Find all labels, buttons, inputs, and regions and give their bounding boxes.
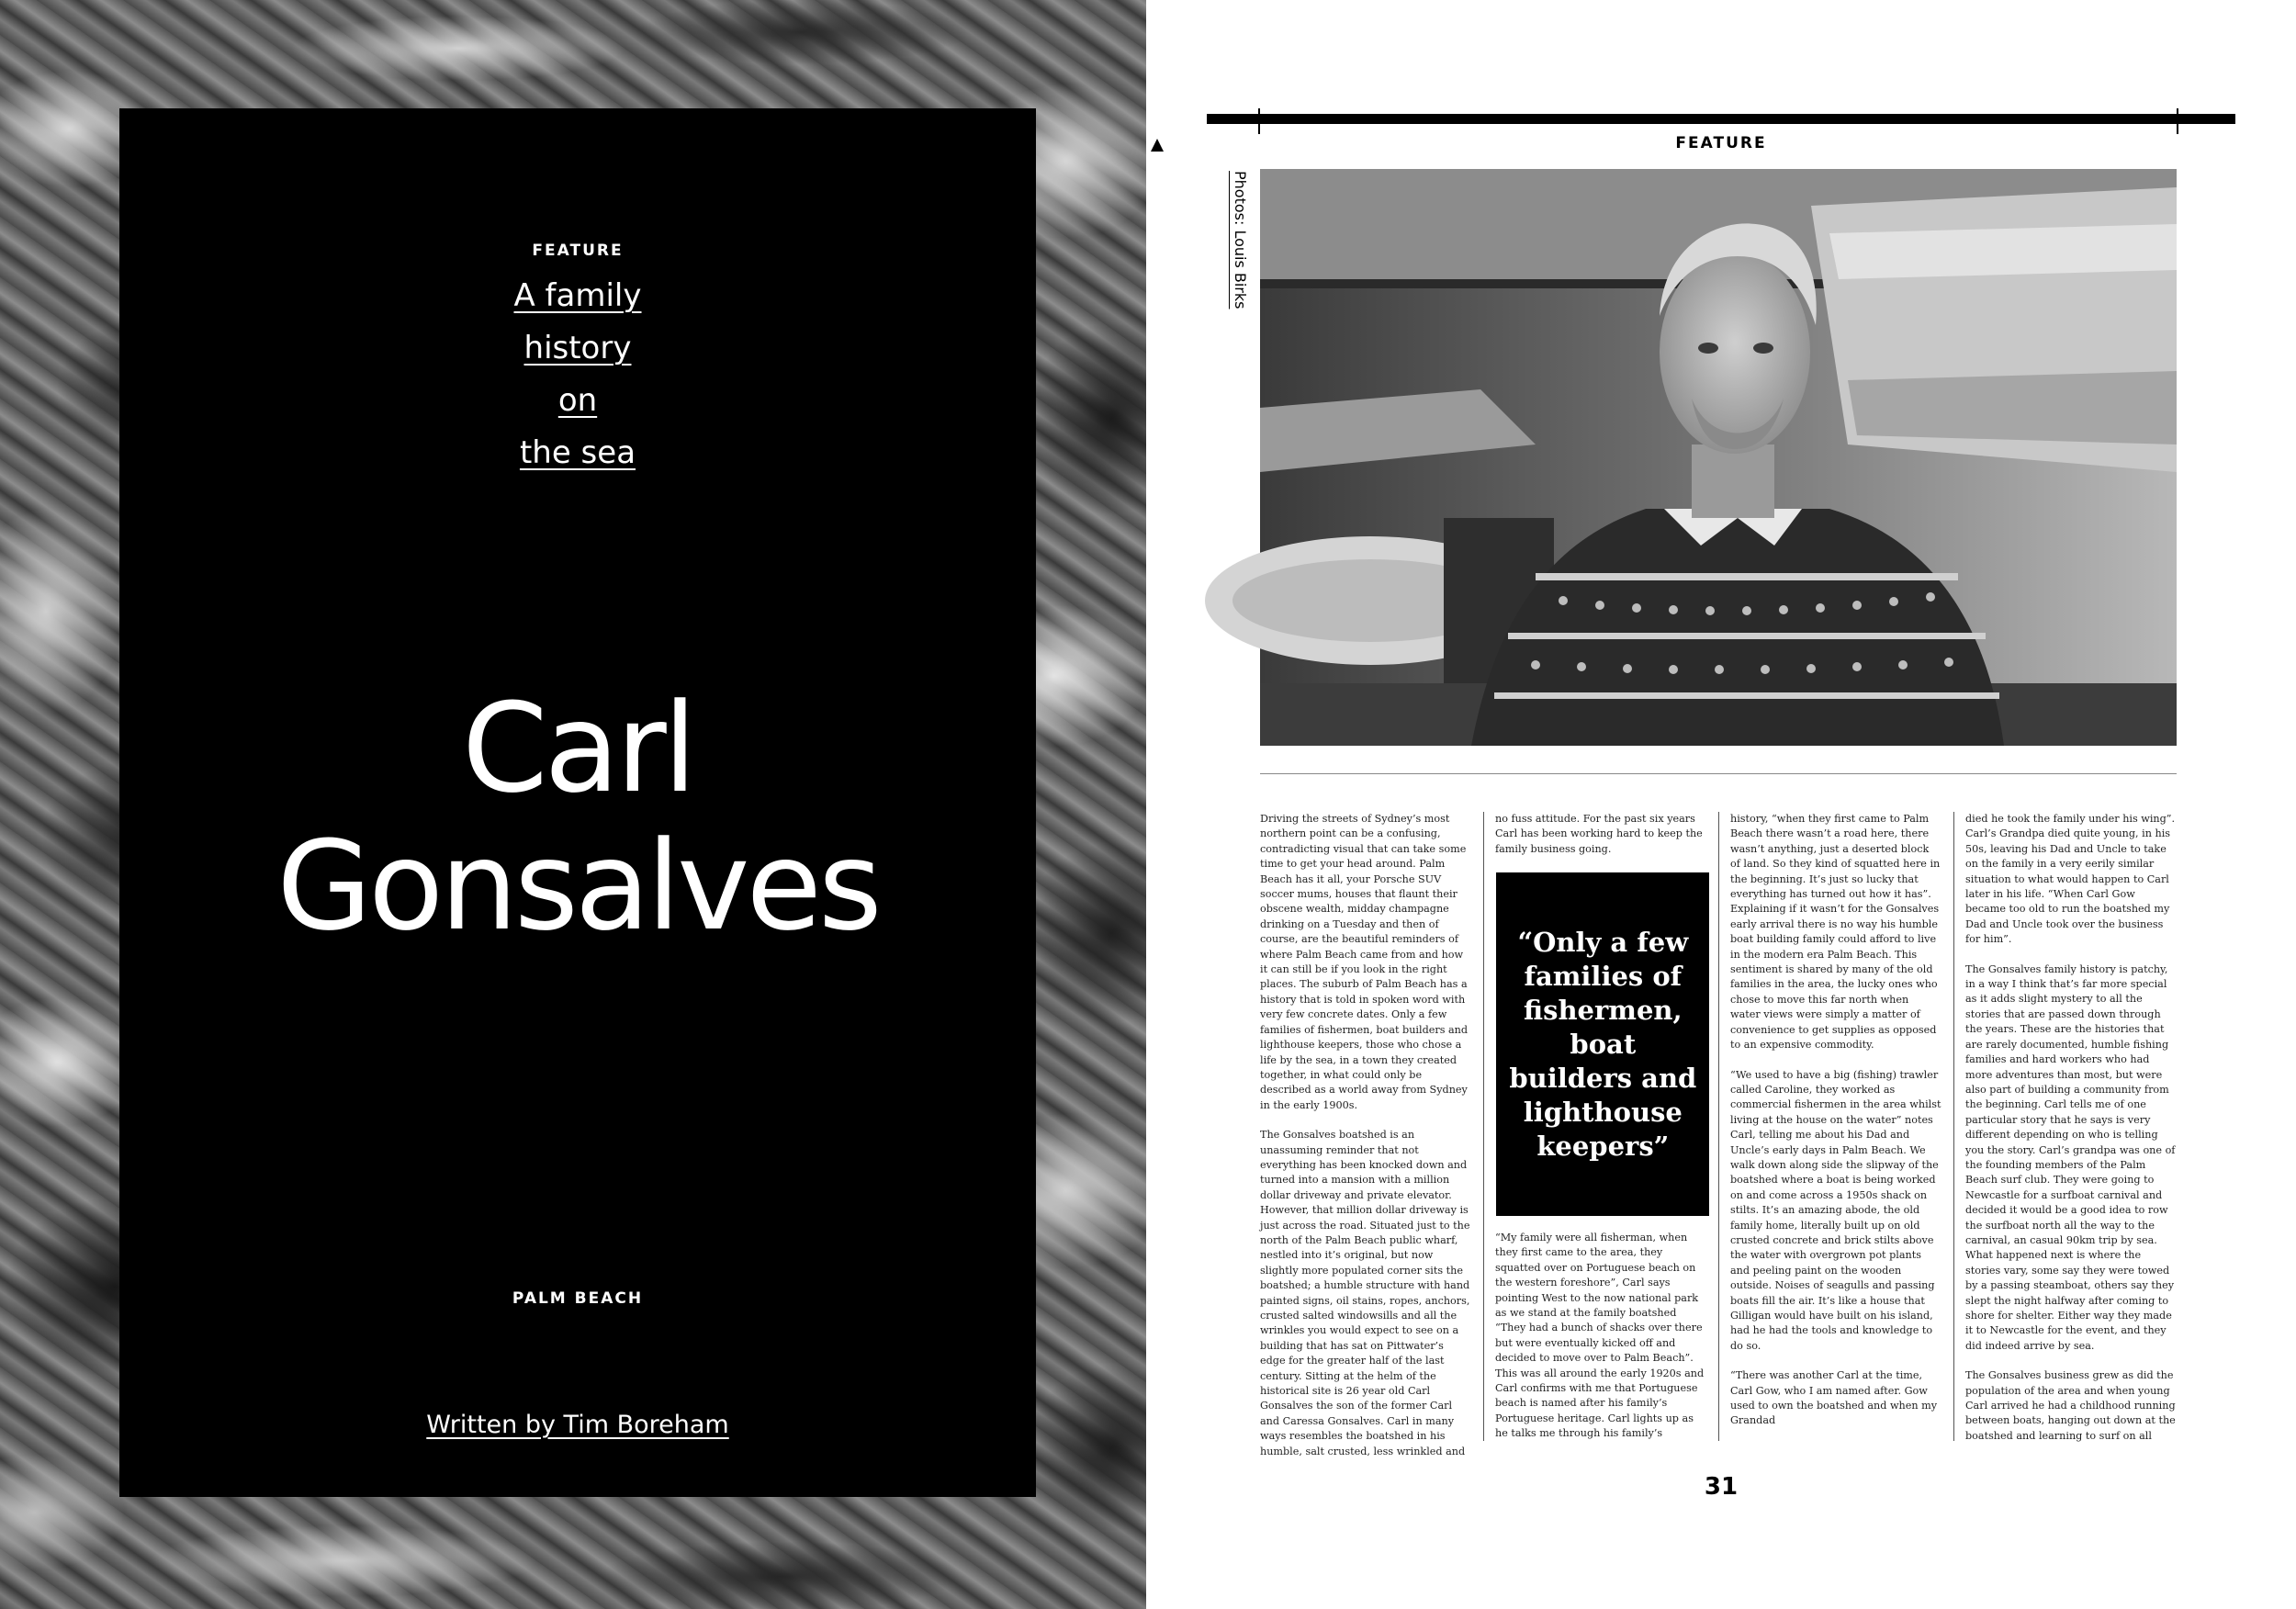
title-panel xyxy=(119,108,1036,1497)
subtitle-line: the sea xyxy=(519,434,636,471)
photo-divider xyxy=(1260,773,2177,774)
subtitle-line: on xyxy=(557,382,598,419)
spine-arrow-icon xyxy=(1151,139,1164,152)
paragraph: “My family were all fisherman, when they first came to the area, they squatted over on Portuguese beach on the western foreshore”, Carl says pointing West to the now national park as we stand at the family boatshed “They had a bunch of shacks over there but were eventually kicked off and decided to move over to Palm Beach”. This was all around the early 1920s and Carl confirms with me that Portuguese beach is named after his family’s Portuguese heritage. Carl lights up as he talks me through his family’s xyxy=(1495,1232,1705,1440)
subtitle-line: history xyxy=(523,330,632,366)
portrait-photo xyxy=(1260,169,2177,746)
title-line: Gonsalves xyxy=(276,815,879,958)
paragraph: The Gonsalves business grew as did the population of the area and when young Carl arrived he had a childhood running between boats, hanging out down at the boatshed and learning to surf on all xyxy=(1965,1369,2176,1442)
article-column-3 xyxy=(1730,812,1941,1441)
article-column-2 xyxy=(1495,812,1706,1441)
pull-quote: “Only a few families of fishermen, boat builders and lighthouse keepers” xyxy=(1496,872,1709,1216)
paragraph: “We used to have a big (fishing) trawler called Caroline, they worked as commercial fishermen in the area whilst living at the house on the water” notes Carl, telling me about his Dad and Uncle’s early days in Palm Beach. We walk down along side the slipway of the boatshed where a boat is being worked on and come across a 1950s shack on stilts. It’s an amazing abode, the old family home, literally built up on old crusted concrete and brick stilts above the water with overgrown pot plants and peeling paint on the wooden outside. Noises of seagulls and passing boats fill the air. It’s like a house that Gilligan would have built on his island, had he had the tools and knowledge to do so. xyxy=(1730,1068,1941,1352)
column-rule xyxy=(1718,812,1719,1441)
paragraph: no fuss attitude. For the past six years Carl has been working hard to keep the family business going. xyxy=(1495,813,1703,855)
feature-title xyxy=(119,677,1036,958)
column-rule xyxy=(1953,812,1954,1441)
author-byline: Written by Tim Boreham xyxy=(426,1411,729,1439)
column-rule xyxy=(1483,812,1484,1441)
section-label: FEATURE xyxy=(532,242,624,260)
photo-credit: Photos: Louis Birks xyxy=(1232,171,1249,309)
rule-tick-left xyxy=(1258,108,1260,134)
location-label: PALM BEACH xyxy=(512,1289,644,1308)
article-column-4 xyxy=(1965,812,2177,1441)
header-rule xyxy=(1207,114,2235,124)
article-column-1 xyxy=(1260,812,1471,1457)
paragraph: died he took the family under his wing”. Carl’s Grandpa died quite young, in his 50s, leaving his Dad and Uncle to take on the family in a very eerily similar situation to what would happen to Carl later in his life. “When Carl Gow became too old to run the boatshed my Dad and Uncle took over the business for him”. xyxy=(1965,813,2176,946)
paragraph: “There was another Carl at the time, Carl Gow, who I am named after. Gow used to own the boatshed and when my Grandad xyxy=(1730,1369,1938,1427)
portrait-image xyxy=(1260,169,2177,746)
paragraph: The Gonsalves boatshed is an unassuming reminder that not everything has been knocked down and turned into a mansion with a million dollar driveway and private elevator. However, that million dollar driveway is just across the road. Situated just to the north of the Palm Beach public wharf, nestled into it’s original, but now slightly more populated corner sits the boatshed; a humble structure with hand painted signs, oil stains, ropes, anchors, crusted salted windowsills and all the wrinkles you would expect to see on a building that has sat on Pittwater’s edge for the greater half of the last century. Sitting at the helm of the historical site is 26 year old Carl Gonsalves the son of the former Carl and Caressa Gonsalves. Carl in many ways resembles the boatshed in his humble, salt crusted, less wrinkled and xyxy=(1260,1129,1470,1457)
right-page-article xyxy=(1146,0,2296,1609)
title-line: Carl xyxy=(462,677,693,820)
paragraph: The Gonsalves family history is patchy, in a way I think that’s far more special as it adds slight mystery to all the stories that are passed down through the years. These are the histories that are rarely documented, humble fishing families and hard workers who had more adventures than most, but were also part of building a community from the beginning. Carl tells me of one particular story that he says is very different depending on who is telling you the story. Carl’s grandpa was one of the founding members of the Palm Beach surf club. They were going to Newcastle for a surfboat carnival and decided it would be a good idea to row the surfboat north all the way to the carnival, an casual 90km trip by sea. What happened next is where the stories vary, some say they were towed by a passing steamboat, others say they slept the night halfway after coming to shore for shelter. Either way they made it to Newcastle for the event, and they did indeed arrive by sea. xyxy=(1965,962,2176,1352)
page-number: 31 xyxy=(1704,1473,1739,1501)
article-columns xyxy=(1260,812,2177,1457)
subtitle xyxy=(119,270,1036,479)
paragraph: Driving the streets of Sydney’s most northern point can be a confusing, contradicting visual that can take some time to get your head around. Palm Beach has it all, your Porsche SUV soccer mums, houses that flaunt their obscene wealth, midday champagne drinking on a Tuesday and then of course, are the beautiful reminders of where Palm Beach came from and how it can still be if you look in the right places. The suburb of Palm Beach has a history that is told in spoken word with very few concrete dates. Only a few families of fishermen, boat builders and lighthouse keepers, those who chose a life by the sea, in a town they created together, in what could only be described as a world away from Sydney in the early 1900s. xyxy=(1260,813,1469,1111)
subtitle-line: A family xyxy=(513,277,642,314)
paragraph: history, “when they first came to Palm Beach there wasn’t a road here, there wasn’t anything, just a deserted block of land. So they kind of squatted here in the beginning. It’s just so lucky that everything has turned out how it has”. Explaining if it wasn’t for the Gonsalves early arrival there is no way his humble boat building family could afford to live in the modern era Palm Beach. This sentiment is shared by many of the old families in the area, the lucky ones who chose to move this far north when water views were simply a matter of convenience to get supplies as opposed to an expensive commodity. xyxy=(1730,813,1941,1052)
rule-tick-right xyxy=(2177,108,2178,134)
section-header: FEATURE xyxy=(1675,134,1767,152)
left-page-cover xyxy=(0,0,1146,1609)
